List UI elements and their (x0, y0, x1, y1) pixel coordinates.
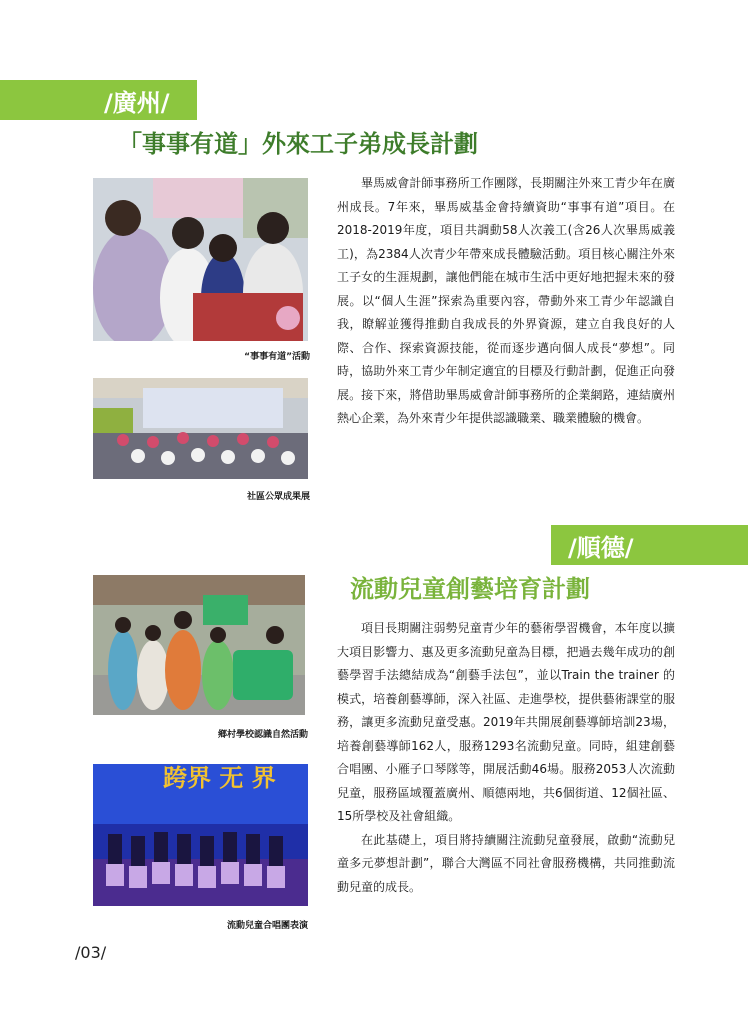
body-paragraph: 項目長期關注弱勢兒童青少年的藝術學習機會，本年度以擴大項目影響力、惠及更多流動兒童為目標，把過去幾年成功的創藝學習手法總結成為“創藝手法包”，並以Train the trainer 的模式，培養創藝導師，深入社區、走進學校，提供藝術課堂的服務，讓更多流動兒童受惠。2019年共開展創藝導師培訓23場，培養創藝導師162人，服務1293名流動兒童。同時，組建創藝合唱團、小雁子口琴隊等，開展活動46場。服務2053人次流動兒童，服務區域覆蓋廣州、順德兩地，共6個街道、12個社區、15所學校及社會組織。 (337, 621, 675, 823)
body-paragraph: 畢馬威會計師事務所工作團隊，長期關注外來工青少年在廣州成長。7年來，畢馬威基金會持續資助“事事有道”項目。在2018-2019年度，項目共調動58人次義工(含26人次畢馬威義工)，為2384人次青少年帶來成長體驗活動。項目核心關注外來工子女的生涯規劃，讓他們能在城市生活中更好地把握未來的發展。以“個人生涯”探索為重要內容，帶動外來工青少年認識自我，瞭解並獲得推動自我成長的外界資源，建立自我良好的人際、合作、探索資源技能，從而逐步邁向個人成長“夢想”。同時，協助外來工青少年制定適宜的目標及行動計劃，促進正向發展。接下來，將借助畢馬威會計師事務所的企業網路，連結廣州熱心企業，為外來青少年提供認識職業、職業體驗的機會。 (337, 176, 675, 425)
section-tag-guangzhou: /廣州/ (0, 80, 197, 120)
photo-choir-performance (93, 764, 308, 906)
photo-community-exhibition (93, 378, 308, 479)
caption-nature-activity: 鄉村學校認識自然活動 (217, 730, 308, 740)
photo-nature-activity (93, 575, 305, 715)
caption-choir-performance: 流動兒童合唱團表演 (226, 921, 308, 931)
caption-community-exhibition: 社區公眾成果展 (246, 492, 310, 502)
section-body-shunde (337, 617, 675, 899)
page-number: /03/ (75, 943, 107, 962)
section-title-guangzhou: 「事事有道」外來工子弟成長計劃 (118, 130, 478, 158)
section-body-guangzhou (337, 172, 675, 431)
section-title-shunde: 流動兒童創藝培育計劃 (350, 575, 590, 603)
caption-activity: “事事有道”活動 (244, 352, 310, 362)
section-tag-shunde: /順德/ (551, 525, 748, 565)
choir-banner-text: 跨界 无 界 (163, 764, 276, 792)
body-paragraph: 在此基礎上，項目將持續關注流動兒童發展，啟動“流動兒童多元夢想計劃”，聯合大灣區不同社會服務機構，共同推動流動兒童的成長。 (337, 832, 675, 894)
photo-activity (93, 178, 308, 341)
